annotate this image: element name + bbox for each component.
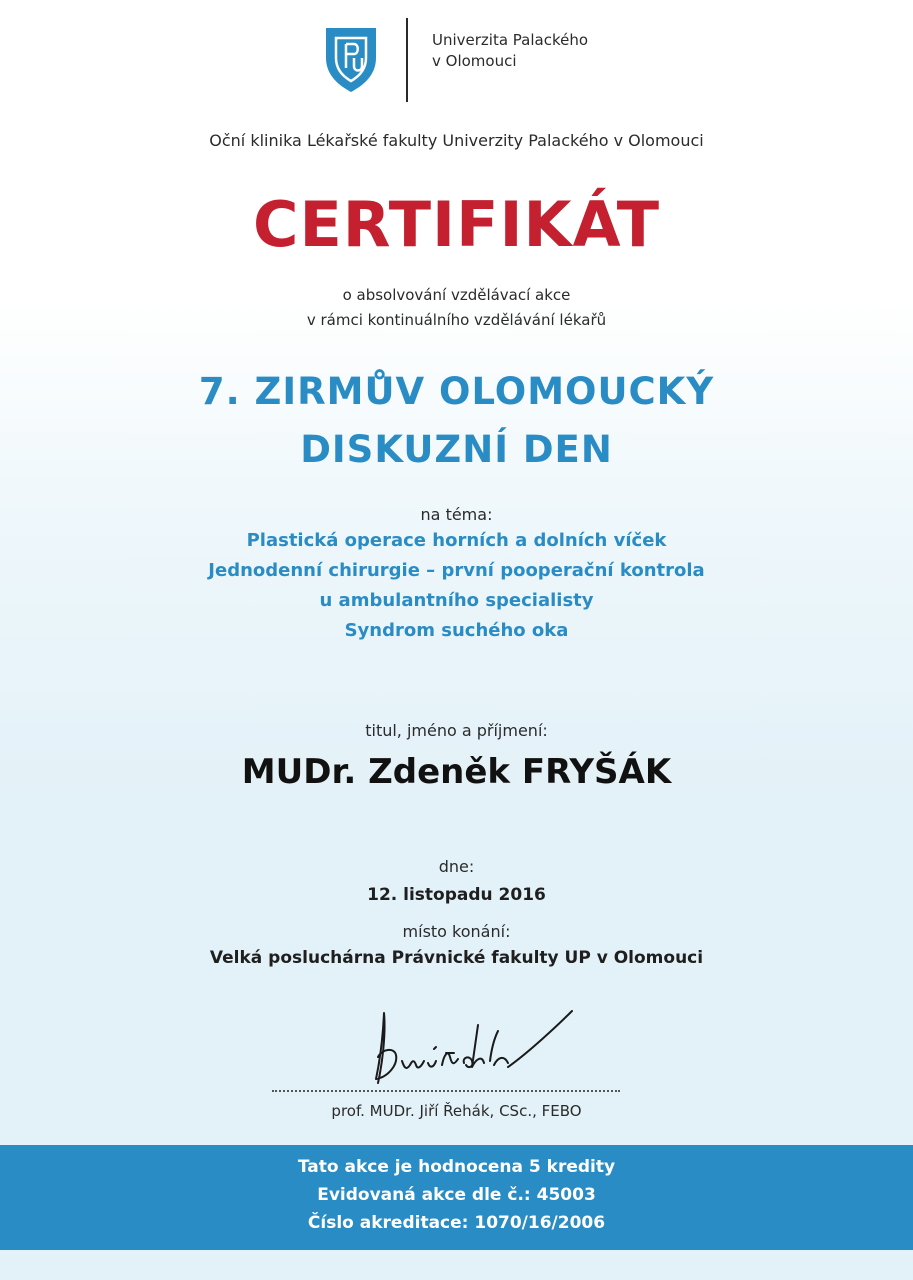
event-place: Velká posluchárna Právnické fakulty UP v Olomouci [209, 948, 704, 968]
signature-line [272, 1090, 620, 1092]
topic-item: u ambulantního specialisty [319, 590, 594, 611]
signature [368, 1005, 578, 1090]
university-name-line1: Univerzita Palackého [432, 31, 589, 49]
topic-label: na téma: [420, 505, 493, 524]
footer-band [0, 1145, 913, 1250]
university-name [432, 30, 588, 72]
participant-name: MUDr. Zdeněk FRYŠÁK [241, 752, 672, 792]
event-date: 12. listopadu 2016 [367, 885, 546, 905]
signer-name: prof. MUDr. Jiří Řehák, CSc., FEBO [331, 1102, 582, 1120]
event-title-line1: 7. ZIRMŮV OLOMOUCKÝ [198, 370, 715, 413]
place-label: místo konání: [402, 922, 511, 941]
subtitle-line2: v rámci kontinuálního vzdělávání lékařů [306, 311, 607, 329]
university-name-line2: v Olomouci [432, 52, 517, 70]
name-label: titul, jméno a příjmení: [365, 721, 548, 740]
university-shield-icon [324, 24, 378, 94]
topic-item: Plastická operace horních a dolních víček [246, 530, 667, 551]
topic-item: Syndrom suchého oka [344, 620, 569, 641]
accreditation-line: Číslo akreditace: 1070/16/2006 [307, 1213, 606, 1233]
certificate-title: CERTIFIKÁT [252, 188, 661, 261]
registration-line: Evidovaná akce dle č.: 45003 [317, 1185, 596, 1205]
event-title-line2: DISKUZNÍ DEN [300, 428, 613, 471]
topic-item: Jednodenní chirurgie – první pooperační kontrola [208, 560, 705, 581]
subtitle-line1: o absolvování vzdělávací akce [342, 286, 571, 304]
date-label: dne: [438, 857, 475, 876]
credits-line: Tato akce je hodnocena 5 kredity [297, 1157, 616, 1177]
logo-divider [406, 18, 408, 102]
clinic-name: Oční klinika Lékařské fakulty Univerzity Palackého v Olomouci [209, 131, 704, 150]
university-logo [318, 18, 618, 98]
